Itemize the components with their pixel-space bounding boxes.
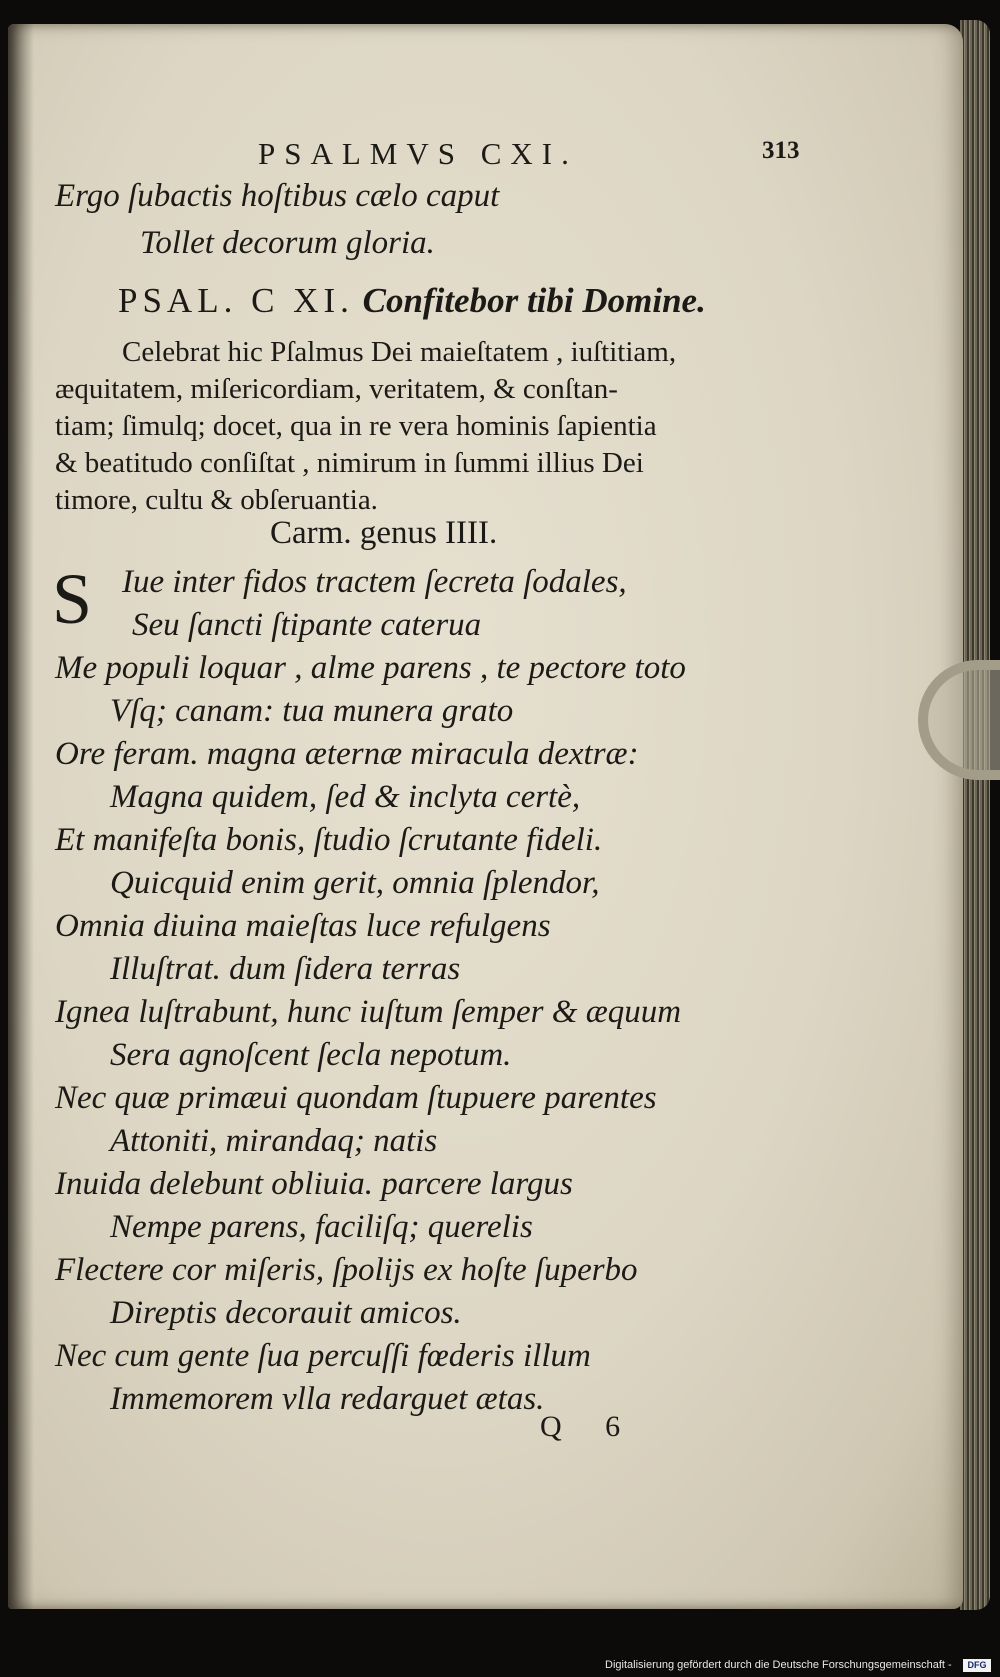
poem-line: Illuſtrat. dum ſidera terras — [110, 951, 461, 987]
dfg-logo: DFG — [963, 1659, 991, 1672]
poem-line: Seu ſancti ſtipante caterua — [132, 607, 482, 643]
poem-line: Omnia diuina maieſtas luce refulgens — [55, 908, 551, 944]
poem-line: Immemorem vlla redarguet ætas. — [110, 1381, 545, 1417]
meter-label: Carm. genus IIII. — [270, 515, 498, 551]
psalm-heading-incipit: Confitebor tibi Domine. — [362, 281, 706, 320]
verse-line: Ergo ſubactis hoſtibus cælo caput — [55, 178, 500, 214]
running-head-title: PSALMVS CXI. — [258, 136, 578, 171]
poem-line: Et manifeſta bonis, ſtudio ſcrutante fideli. — [55, 822, 603, 858]
poem-line: Flectere cor miſeris, ſpolijs ex hoſte ſuperbo — [55, 1252, 638, 1288]
poem-line: Vſq; canam: tua munera grato — [110, 693, 514, 729]
page-edges — [960, 20, 990, 1610]
digitization-credit: Digitalisierung gefördert durch die Deutsche Forschungsgemeinschaft - — [605, 1659, 952, 1671]
spine-shadow — [8, 24, 34, 1609]
poem-line: Sera agnoſcent ſecla nepotum. — [110, 1037, 512, 1073]
psalm-heading — [118, 283, 706, 318]
argument-line: æquitatem, miſericordiam, veritatem, & conſtan- — [55, 373, 618, 405]
poem-line: Inuida delebunt obliuia. parcere largus — [55, 1166, 573, 1202]
poem-line: Nempe parens, faciliſq; querelis — [110, 1209, 533, 1245]
poem-line: Direptis decorauit amicos. — [110, 1295, 462, 1331]
poem-line: Quicquid enim gerit, omnia ſplendor, — [110, 865, 600, 901]
drop-capital: S — [52, 559, 93, 639]
argument-line: & beatitudo conſiſtat , nimirum in ſummi illius Dei — [55, 447, 644, 479]
poem-line: Nec quæ primæui quondam ſtupuere parentes — [55, 1080, 657, 1116]
argument-line: tiam; ſimulq; docet, qua in re vera hominis ſapientia — [55, 410, 657, 442]
poem-line: Me populi loquar , alme parens , te pectore toto — [55, 650, 686, 686]
argument-line: Celebrat hic Pſalmus Dei maieſtatem , iuſtitiam, — [122, 336, 677, 368]
poem-line: Ignea luſtrabunt, hunc iuſtum ſemper & æquum — [55, 994, 682, 1030]
verse-line: Tollet decorum gloria. — [140, 225, 435, 261]
psalm-heading-number: PSAL. C XI. — [118, 281, 354, 320]
poem-line: Ore feram. magna æternæ miracula dextræ: — [55, 736, 639, 772]
poem-line: Nec cum gente ſua percuſſi fœderis illum — [55, 1338, 591, 1374]
poem-line: Iue inter fidos tractem ſecreta ſodales, — [122, 564, 627, 600]
argument-line: timore, cultu & obſeruantia. — [55, 484, 378, 516]
page-number: 313 — [762, 137, 800, 164]
signature-mark: Q 6 — [540, 1410, 639, 1443]
poem-line: Attoniti, mirandaq; natis — [110, 1123, 438, 1159]
poem-line: Magna quidem, ſed & inclyta certè, — [110, 779, 581, 815]
